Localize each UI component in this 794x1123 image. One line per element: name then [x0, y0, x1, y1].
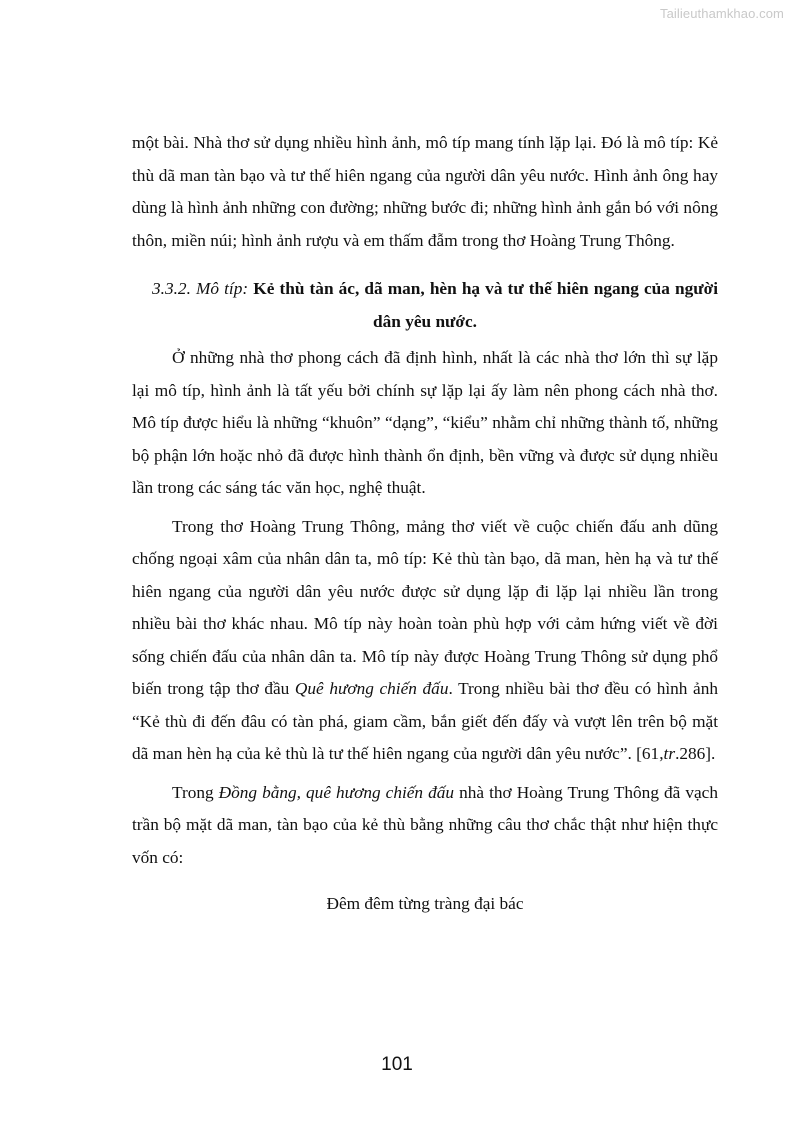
paragraph-poem-intro [132, 777, 718, 875]
paragraph-text: .286]. [675, 744, 716, 763]
section-title: Kẻ thù tàn ác, dã man, hèn hạ và tư thế hiên ngang của người dân yêu nước. [253, 279, 718, 331]
document-body [132, 127, 718, 921]
section-heading [132, 273, 718, 338]
paragraph-continued: một bài. Nhà thơ sử dụng nhiều hình ảnh, mô típ mang tính lặp lại. Đó là mô típ: Kẻ thù dã man tàn bạo và tư thế hiên ngang của người dân yêu nước. Hình ảnh ông hay dùng là hình ảnh những con đường; những bước đi; những hình ảnh gắn bó với nông thôn, miền núi; hình ảnh rượu và em thấm đẫm trong thơ Hoàng Trung Thông. [132, 133, 718, 250]
section-number: 3.3.2. Mô típ: [152, 279, 249, 298]
page-number: 101 [381, 1054, 413, 1075]
paragraph-text: Trong [172, 782, 219, 802]
paragraph-text: Trong thơ Hoàng Trung Thông, mảng thơ viết về cuộc chiến đấu anh dũng chống ngoại xâm của nhân dân ta, mô típ: Kẻ thù tàn bạo, dã man, hèn hạ và tư thế hiên ngang của người dân yêu nước được sử dụng lặp đi lặp lại nhiều lần trong nhiều bài thơ khác nhau. Mô típ này hoàn toàn phù hợp với cảm hứng viết về đời sống chiến đấu của nhân dân ta. Mô típ này được Hoàng Trung Thông sử dụng phổ biến trong tập thơ đầu [132, 516, 718, 698]
paragraph-text: nhà thơ Hoàng Trung Thông đã vạch trần bộ mặt dã man, tàn bạo của kẻ thù bằng những câu thơ chắc thật như hiện thực vốn có: [132, 782, 718, 867]
watermark-text: Tailieuthamkhao.com [659, 6, 784, 21]
poem-title: Đồng bằng, quê hương chiến đấu [218, 782, 455, 802]
verse-line: Đêm đêm từng tràng đại bác [326, 894, 524, 913]
paragraph-motif-definition: Ở những nhà thơ phong cách đã định hình, nhất là các nhà thơ lớn thì sự lặp lại mô típ, hình ảnh là tất yếu bởi chính sự lặp lại ấy làm nên phong cách nhà thơ. Mô típ được hiểu là những “khuôn” “dạng”, “kiểu” nhằm chỉ những thành tố, những bộ phận lớn hoặc nhỏ đã được hình thành ổn định, bền vững và được sử dụng nhiều lần trong các sáng tác văn học, nghệ thuật. [132, 348, 718, 497]
paragraph-text: . Trong nhiều bài thơ đều có hình ảnh “Kẻ thù đi đến đâu có tàn phá, giam cầm, bắn giết đến đấy và vượt lên trên bộ mặt dã man hèn hạ của kẻ thù là tư thế hiên ngang của người dân yêu nước”. [61, [132, 679, 718, 763]
book-title: Quê hương chiến đấu [294, 679, 449, 698]
paragraph-motif-usage [132, 511, 718, 771]
citation-page-abbrev: tr [663, 744, 676, 763]
